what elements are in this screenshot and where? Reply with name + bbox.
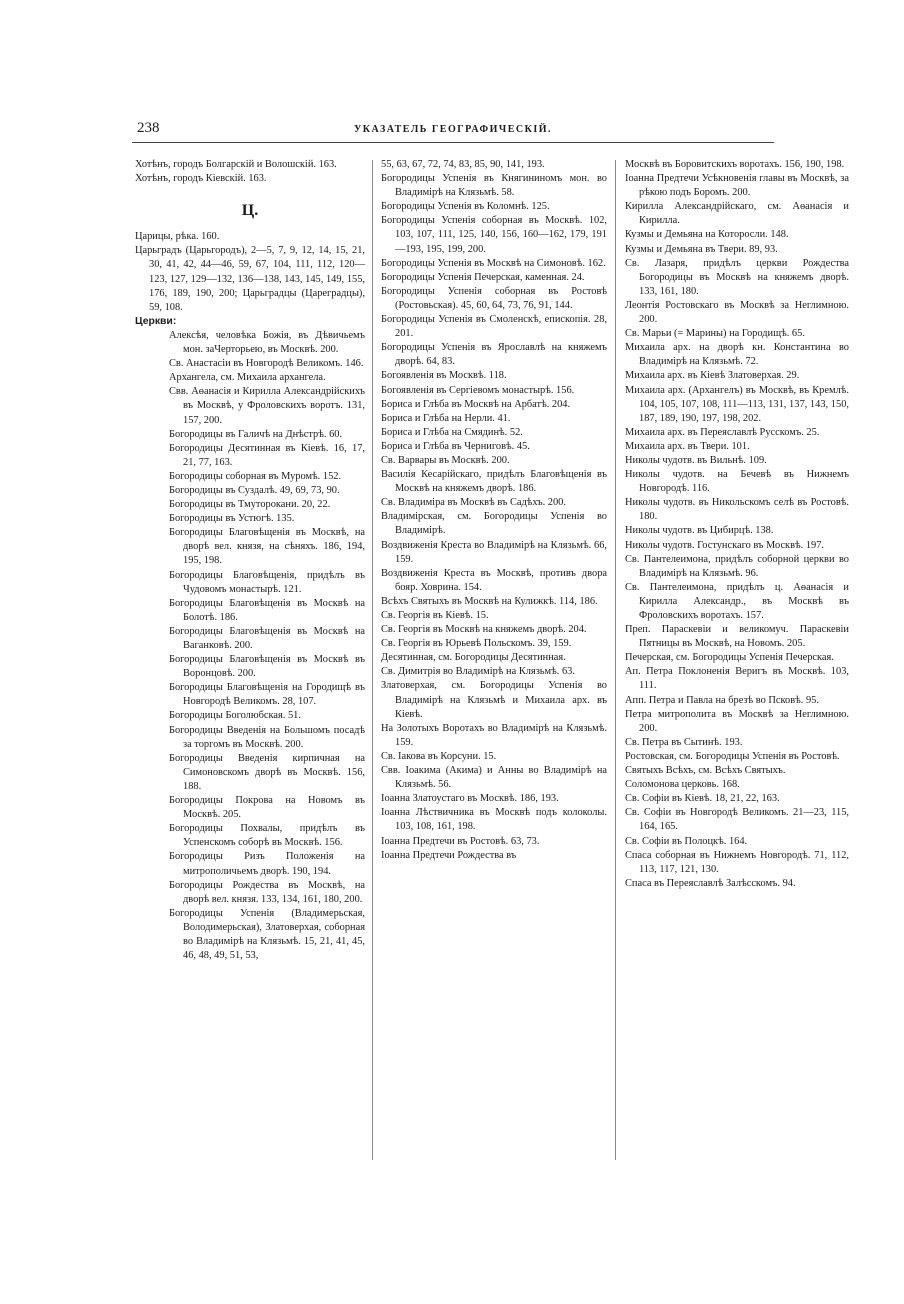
index-subentry: Бориса и Глѣба въ Черниговѣ. 45. — [381, 440, 530, 452]
index-entry: Хотѣнъ, городъ Кіевскій. 163. — [135, 173, 267, 185]
index-subentry: Николы чудотв. въ Цибирцѣ. 138. — [625, 525, 774, 537]
index-subentry: Кузмы и Демьяна на Которосли. 148. — [625, 229, 789, 241]
index-subentry: Богоявленія въ Сергіевомъ монастырѣ. 156. — [381, 384, 575, 396]
index-subentry: Богородицы Успенія въ Москвѣ на Симоновѣ. 162. — [381, 257, 606, 269]
index-subentry: Бориса и Глѣба въ Москвѣ на Арбатѣ. 204. — [381, 398, 571, 410]
index-subentry: Михаила арх. (Архангелъ) въ Москвѣ, въ Кремлѣ. 104, 105, 107, 108, 111—113, 131, 137, 143, 150, 187, 189, 190, 197, 198, 202. — [625, 384, 849, 424]
index-continuation: 55, 63, 67, 72, 74, 83, 85, 90, 141, 193. — [381, 159, 545, 170]
index-subentry: На Золотыхъ Воротахъ во Владимірѣ на Клязьмѣ. 159. — [381, 722, 607, 748]
index-subentry: Богородицы въ Галичѣ на Днѣстрѣ. 60. — [169, 428, 343, 440]
index-subentry: Богородицы Благовѣщенія въ Москвѣ на Болотѣ. 186. — [169, 597, 365, 623]
index-subentry: Богородицы въ Суздалѣ. 49, 69, 73, 90. — [169, 484, 340, 496]
index-subentry: Михаила арх. въ Переяславлѣ Русскомъ. 25. — [625, 426, 820, 438]
index-subentry: Богородицы Введенія на Большомъ посадѣ за торгомъ въ Москвѣ. 200. — [169, 724, 365, 750]
index-column-3 — [625, 158, 849, 891]
index-entry: Царицы, рѣка. 160. — [135, 231, 220, 243]
index-subentry: Богородицы Успенія въ Княгининомъ мон. во Владимірѣ на Клязьмѣ. 58. — [381, 173, 607, 199]
index-subentry: Іоанна Златоустаго въ Москвѣ. 186, 193. — [381, 793, 559, 805]
index-subentry: Богоявленія въ Москвѣ. 118. — [381, 370, 507, 382]
index-subentry: Богородицы въ Тмуторокани. 20, 22. — [169, 499, 331, 511]
index-subentry: Св. Софіи въ Новгородѣ Великомъ. 21—23, 115, 164, 165. — [625, 807, 849, 833]
index-subentry: Архангела, см. Михаила архангела. — [169, 372, 326, 384]
index-subentry: Воздвиженія Креста въ Москвѣ, противъ двора бояр. Ховрина. 154. — [381, 567, 607, 593]
index-subentry: Св. Марьи (= Марины) на Городищѣ. 65. — [625, 328, 805, 340]
index-subentry: Св. Анастасіи въ Новгородѣ Великомъ. 146. — [169, 358, 364, 370]
index-subentry: Николы чудотв. на Бечевѣ въ Нижнемъ Новгородѣ. 116. — [625, 469, 849, 495]
index-subentry: Богородицы Рождества въ Москвѣ, на дворѣ вел. князя. 133, 134, 161, 180, 200. — [169, 879, 365, 905]
index-subentry: Спаса въ Переяславлѣ Залѣсскомъ. 94. — [625, 877, 796, 889]
index-subentry: Богородицы Успенія въ Коломнѣ. 125. — [381, 201, 550, 213]
index-subentry: Богородицы Благовѣщенія въ Москвѣ, на дворѣ вел. князя, на сѣняхъ. 186, 194, 195, 198. — [169, 527, 365, 567]
index-subentry: Соломонова церковь. 168. — [625, 779, 740, 791]
index-heading: Церкви: — [135, 315, 177, 327]
index-subentry: Алексѣя, человѣка Божія, въ Дѣвичьемъ мон. заЧерторьею, въ Москвѣ. 200. — [169, 329, 365, 356]
page-number: 238 — [137, 120, 160, 136]
index-subentry: Св. Димитрія во Владимірѣ на Клязьмѣ. 63. — [381, 666, 575, 678]
index-subentry: Іоанна Предтечи въ Ростовѣ. 63, 73. — [381, 835, 540, 847]
index-subentry: Николы чудотв. въ Никольскомъ селѣ въ Ростовѣ. 180. — [625, 497, 849, 523]
column-divider — [372, 160, 373, 1160]
index-subentry: Петра митрополита въ Москвѣ за Неглимною. 200. — [625, 708, 849, 734]
index-subentry: Св. Георгія въ Москвѣ на княжемъ дворѣ. 204. — [381, 624, 587, 636]
index-entry: Царьградъ (Царьгородъ), 2—5, 7, 9, 12, 14, 15, 21, 30, 41, 42, 44—46, 59, 67, 104, 111, 112, 120—123, 127, 129—132, 136—138, 143, 145, 149, 155, 176, 189, 190, 200; Царьградцы (Цареградцы), 59, 108. — [135, 245, 365, 313]
index-subentry: Св. Георгія въ Юрьевѣ Польскомъ. 39, 159. — [381, 638, 572, 650]
index-subentry: Златоверхая, см. Богородицы Успенія во Владимірѣ на Клязьмѣ и Михаила арх. въ Кіевѣ. — [381, 680, 607, 720]
index-subentry: Св. Софіи въ Кіевѣ. 18, 21, 22, 163. — [625, 793, 780, 805]
section-letter: Ц. — [241, 202, 259, 220]
index-subentry: Свв. Іоакима (Акима) и Анны во Владимірѣ на Клязьмѣ. 56. — [381, 765, 607, 791]
index-subentry: Богородицы Ризъ Положенія на митрополичьемъ дворѣ. 190, 194. — [169, 851, 365, 877]
index-subentry: Михаила арх. въ Твери. 101. — [625, 440, 750, 452]
index-subentry: Іоанна Предтечи Рождества въ — [381, 849, 517, 861]
index-continuation: Москвѣ въ Боровитскихъ воротахъ. 156, 190, 198. — [625, 159, 845, 170]
index-subentry: Десятинная, см. Богородицы Десятинная. — [381, 652, 566, 664]
index-subentry: Владимірская, см. Богородицы Успенія во Владимірѣ. — [381, 511, 607, 537]
column-divider — [615, 160, 616, 1160]
index-subentry: Богородицы соборная въ Муромѣ. 152. — [169, 470, 342, 482]
index-subentry: Богородицы Успенія въ Смоленскѣ, епископія. 28, 201. — [381, 314, 607, 340]
index-subentry: Богородицы Боголюбская. 51. — [169, 710, 301, 722]
index-subentry: Бориса и Глѣба на Смядинѣ. 52. — [381, 426, 523, 438]
index-subentry: Св. Георгія въ Кіевѣ. 15. — [381, 610, 489, 621]
index-subentry: Василія Кесарійскаго, придѣлъ Благовѣщенія въ Москвѣ на княжемъ дворѣ. 186. — [381, 469, 607, 495]
index-subentry: Николы чудотв. Гостунскаго въ Москвѣ. 197. — [625, 539, 825, 551]
index-column-2 — [381, 158, 607, 863]
index-subentry: Николы чудотв. въ Вильнѣ. 109. — [625, 454, 767, 466]
index-subentry: Печерская, см. Богородицы Успенія Печерская. — [625, 652, 834, 664]
index-subentry: Св. Іакова въ Корсуни. 15. — [381, 750, 497, 762]
index-subentry: Апп. Петра и Павла на брезѣ во Псковѣ. 95. — [625, 694, 819, 706]
index-subentry: Богородицы Введенія кирпичная на Симоновскомъ дворѣ въ Москвѣ. 156, 188. — [169, 752, 365, 792]
index-subentry: Михаила арх. въ Кіевѣ Златоверхая. 29. — [625, 370, 800, 382]
index-subentry: Св. Пантелеимона, придѣлъ ц. Аѳанасія и Кирилла Александр., въ Москвѣ въ Фроловскихъ воротахъ. 157. — [625, 581, 849, 621]
index-subentry: Преп. Параскевіи и великомуч. Параскевіи Пятницы въ Москвѣ, на Новомъ. 205. — [625, 624, 849, 650]
index-subentry: Богородицы Успенія (Владимерьская, Володимерьская), Златоверхая, соборная во Владимірѣ на Клязьмѣ. 15, 21, 41, 45, 46, 48, 49, 51, 53, — [169, 907, 365, 962]
index-subentry: Іоанна Предтечи Усѣкновенія главы въ Москвѣ, за рѣкою подъ Боромъ. 200. — [625, 173, 849, 199]
index-subentry: Богородицы Успенія Печерская, каменная. 24. — [381, 271, 585, 283]
index-subentry: Богородицы Десятинная въ Кіевѣ. 16, 17, 21, 77, 163. — [169, 442, 365, 468]
index-subentry: Богородицы Успенія въ Ярославлѣ на княжемъ дворѣ. 64, 83. — [381, 342, 607, 368]
index-subentry: Іоанна Лѣствичника въ Москвѣ подъ колоколы. 103, 108, 161, 198. — [381, 807, 607, 833]
index-subentry: Богородицы Благовѣщенія, придѣлъ въ Чудовомъ монастырѣ. 121. — [169, 569, 365, 595]
index-subentry: Свв. Аѳанасія и Кирилла Александрійскихъ въ Москвѣ, у Фроловскихъ воротъ. 131, 157, 200. — [169, 386, 365, 426]
index-subentry: Богородицы Похвалы, придѣлъ въ Успенскомъ соборѣ въ Москвѣ. 156. — [169, 823, 365, 849]
index-subentry: Богородицы Покрова на Новомъ въ Москвѣ. 205. — [169, 795, 365, 821]
index-subentry: Воздвиженія Креста во Владимірѣ на Клязьмѣ. 66, 159. — [381, 539, 607, 565]
index-subentry: Всѣхъ Святыхъ въ Москвѣ на Кулижкѣ. 114, 186. — [381, 595, 598, 607]
index-subentry: Богородицы Успенія соборная въ Москвѣ. 102, 103, 107, 111, 125, 140, 156, 160—162, 179, 191—193, 195, 199, 200. — [381, 215, 607, 255]
index-subentry: Св. Софіи въ Полоцкѣ. 164. — [625, 835, 748, 847]
index-subentry: Бориса и Глѣба на Нерли. 41. — [381, 412, 511, 424]
page-header — [132, 122, 774, 143]
index-subentry: Леонтія Ростовскаго въ Москвѣ за Неглимною. 200. — [625, 299, 849, 326]
index-subentry: Богородицы Успенія соборная въ Ростовѣ (Ростовьская). 45, 60, 64, 73, 76, 91, 144. — [381, 285, 607, 311]
running-title: УКАЗАТЕЛЬ ГЕОГРАФИЧЕСКІЙ. — [353, 124, 553, 135]
index-subentry: Св. Владиміра въ Москвѣ въ Садѣхъ. 200. — [381, 497, 566, 509]
index-subentry: Кузмы и Демьяна въ Твери. 89, 93. — [625, 243, 778, 255]
index-subentry: Кирилла Александрійскаго, см. Аѳанасія и Кирилла. — [625, 201, 849, 227]
index-subentry: Св. Лазаря, придѣлъ церкви Рождества Богородицы въ Москвѣ на княжемъ дворѣ. 133, 161, 180. — [625, 257, 849, 297]
index-subentry: Спаса соборная въ Нижнемъ Новгородѣ. 71, 112, 113, 117, 121, 130. — [625, 849, 849, 875]
index-subentry: Богородицы Благовѣщенія въ Москвѣ на Ваганковѣ. 200. — [169, 625, 365, 651]
index-subentry: Богородицы Благовѣщенія въ Москвѣ въ Воронцовѣ. 200. — [169, 654, 365, 680]
index-column-1 — [135, 158, 365, 963]
index-subentry: Св. Пантелеимона, придѣлъ соборной церкви во Владимірѣ на Клязьмѣ. 96. — [625, 553, 849, 579]
index-subentry: Богородицы Благовѣщенія на Городищѣ въ Новгородѣ Великомъ. 28, 107. — [169, 682, 365, 708]
index-subentry: Ап. Петра Поклоненія Веригъ въ Москвѣ. 103, 111. — [625, 666, 849, 692]
index-subentry: Св. Петра въ Сытинѣ. 193. — [625, 736, 743, 748]
index-subentry: Святыхъ Всѣхъ, см. Всѣхъ Святыхъ. — [625, 765, 786, 777]
index-entry: Хотѣнъ, городъ Болгарскій и Волошскій. 163. — [135, 159, 337, 170]
index-subentry: Ростовская, см. Богородицы Успенія въ Ростовѣ. — [625, 750, 840, 762]
index-subentry: Михаила арх. на дворѣ кн. Константина во Владимірѣ на Клязьмѣ. 72. — [625, 342, 849, 368]
index-subentry: Богородицы въ Устюгѣ. 135. — [169, 513, 295, 525]
index-subentry: Св. Варвары въ Москвѣ. 200. — [381, 454, 510, 466]
